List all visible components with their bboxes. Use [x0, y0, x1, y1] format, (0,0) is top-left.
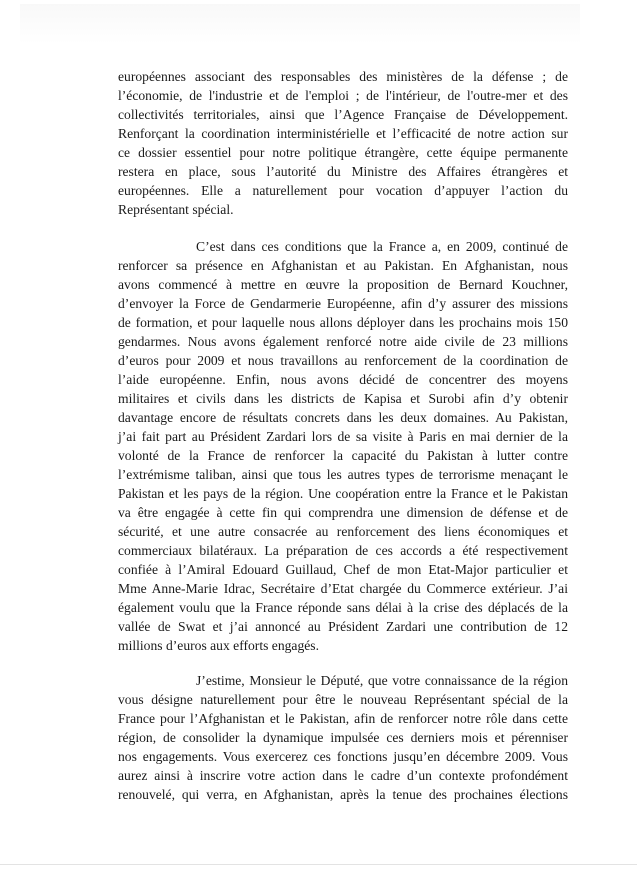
paragraph-2-line: j’ai fait part au Président Zardari lors de sa visite à Paris en mai dernier de la: [118, 429, 568, 444]
paragraph-2-line: d’envoyer la Force de Gendarmerie Européenne, afin d’y assurer des missions: [118, 296, 568, 311]
paragraph-3-line: aurez ainsi à inscrire votre action dans le cadre d’un contexte profondément: [118, 768, 568, 783]
paragraph-2-line: confiée à l’Amiral Edouard Guillaud, Chef de mon Etat-Major particulier et: [118, 562, 568, 577]
paragraph-1-line: Représentant spécial.: [118, 202, 234, 217]
paragraph-1-line: l’économie, de l'industrie et de l'emploi ; de l'intérieur, de l'outre-mer et des: [118, 88, 568, 103]
paragraph-2-line: volonté de la France de renforcer la capacité du Pakistan à lutter contre: [118, 448, 568, 463]
paragraph-1-line: européennes. Elle a naturellement pour vocation d’appuyer l’action du: [118, 183, 568, 198]
paragraph-1-line: collectivités territoriales, ainsi que l’Agence Française de Développement.: [118, 107, 568, 122]
paragraph-2-line: d’euros pour 2009 et nous travaillons au renforcement de la coordination de: [118, 353, 568, 368]
paragraph-2-line: Pakistan et les pays de la région. Une coopération entre la France et le Pakistan: [118, 486, 568, 501]
paragraph-3-line: J’estime, Monsieur le Député, que votre connaissance de la région: [196, 673, 568, 688]
paragraph-2-line: gendarmes. Nous avons également renforcé notre aide civile de 23 millions: [118, 334, 568, 349]
paragraph-1-line: européennes associant des responsables des ministères de la défense ; de: [118, 69, 568, 84]
paragraph-3-line: France pour l’Afghanistan et le Pakistan, afin de renforcer notre rôle dans cette: [118, 711, 568, 726]
paragraph-2-line: commerciaux bilatéraux. La préparation de ces accords a été respectivement: [118, 543, 568, 558]
paragraph-2-line: C’est dans ces conditions que la France a, en 2009, continué de: [196, 239, 568, 254]
paragraph-2-line: l’extrémisme taliban, ainsi que tous les autres types de terrorisme menaçant le: [118, 467, 568, 482]
paragraph-2-line: Mme Anne-Marie Idrac, Secrétaire d’Etat chargée du Commerce extérieur. J’ai: [118, 581, 568, 596]
paragraph-2-line: militaires et civils dans les districts de Kapisa et Surobi afin d’y obtenir: [118, 391, 568, 406]
paragraph-2-line: également voulu que la France réponde sans délai à la crise des déplacés de la: [118, 600, 568, 615]
paragraph-2-line: millions d’euros aux efforts engagés.: [118, 638, 319, 653]
paragraph-2-line: avons commencé à mettre en œuvre la proposition de Bernard Kouchner,: [118, 277, 568, 292]
paragraph-2-line: renforcer sa présence en Afghanistan et au Pakistan. En Afghanistan, nous: [118, 258, 568, 273]
paragraph-2-line: sécurité, et une autre consacrée au renforcement des liens économiques et: [118, 524, 568, 539]
paragraph-3-line: région, de consolider la dynamique impulsée ces derniers mois et pérenniser: [118, 730, 568, 745]
paragraph-2-line: davantage encore de résultats concrets dans les deux domaines. Au Pakistan,: [118, 410, 568, 425]
paragraph-1-line: Renforçant la coordination interministérielle et l’efficacité de notre action sur: [118, 126, 568, 141]
paragraph-1-line: restera en place, sous l’autorité du Ministre des Affaires étrangères et: [118, 164, 568, 179]
paragraph-2-line: de formation, et pour laquelle nous allons déployer dans les prochains mois 150: [118, 315, 568, 330]
paragraph-3-line: vous désigne naturellement pour être le nouveau Représentant spécial de la: [118, 692, 568, 707]
paragraph-3-line: renouvelé, qui verra, en Afghanistan, après la tenue des prochaines élections: [118, 787, 568, 802]
paragraph-1-line: ce dossier essentiel pour notre politique étrangère, cette équipe permanente: [118, 145, 568, 160]
paragraph-2-line: l’aide européenne. Enfin, nous avons décidé de concentrer des moyens: [118, 372, 568, 387]
paragraph-2-line: vallée de Swat et j’ai annoncé au Président Zardari une contribution de 12: [118, 619, 568, 634]
scan-shadow: [20, 4, 580, 44]
paragraph-3-line: nos engagements. Vous exercerez ces fonctions jusqu’en décembre 2009. Vous: [118, 749, 568, 764]
paragraph-2-line: va être engagée à cette fin qui comprendra une dimension de défense et de: [118, 505, 568, 520]
page-edge-divider: [0, 864, 637, 865]
